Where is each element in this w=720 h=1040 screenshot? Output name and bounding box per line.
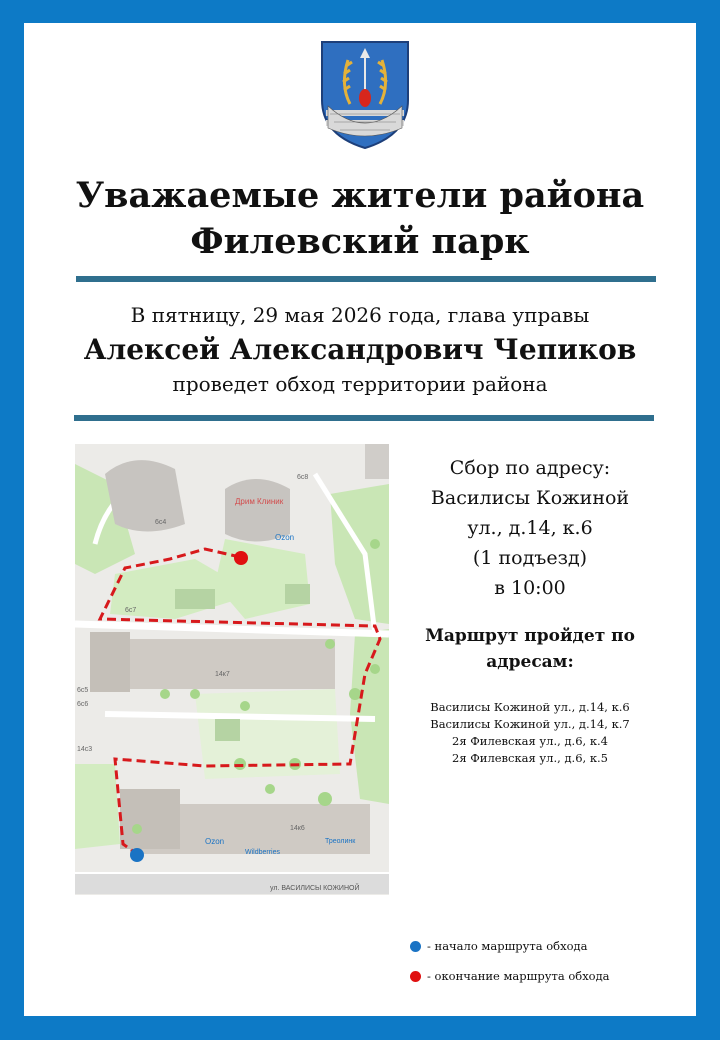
notice-sheet: [24, 23, 696, 1016]
meeting-info: [400, 453, 660, 603]
map-label-6c5: 6с5: [77, 687, 89, 694]
map-label-ozon-top: Ozon: [275, 533, 295, 542]
official-name: Алексей Александрович Чепиков: [83, 333, 637, 366]
route-address: Василисы Кожиной ул., д.14, к.6: [430, 700, 630, 714]
start-dot-icon: [410, 941, 421, 952]
meeting-line-2: Василисы Кожиной: [430, 487, 630, 509]
map-label-6c6: 6с6: [77, 701, 89, 708]
meeting-line-1: Сбор по адресу:: [449, 457, 611, 479]
route-address: 2я Филевская ул., д.6, к.4: [452, 734, 608, 748]
map-label-ozon-bottom: Ozon: [205, 837, 225, 846]
route-start-marker: [130, 848, 144, 862]
title-line-1: Уважаемые жители района: [75, 175, 645, 216]
end-dot-icon: [410, 971, 421, 982]
map-label-treolink: Треолинк: [325, 838, 356, 845]
map-label-6c7: 6с7: [125, 607, 137, 614]
route-title-line-1: Маршрут пройдет по: [425, 626, 635, 646]
legend-end: [410, 969, 610, 983]
divider-bottom: [74, 415, 654, 421]
route-address: 2я Филевская ул., д.6, к.5: [452, 751, 608, 765]
map-label-street: ул. ВАСИЛИСЫ КОЖИНОЙ: [270, 885, 360, 892]
route-title: [400, 623, 660, 675]
legend-end-label: - окончание маршрута обхода: [427, 969, 610, 983]
announcement-date: В пятницу, 29 мая 2026 года, глава управы: [130, 303, 590, 327]
route-address-list: [400, 699, 660, 767]
district-emblem: [320, 40, 410, 150]
map-label-dream-clinic: Дрим Клиник: [235, 497, 284, 506]
meeting-line-3: ул., д.14, к.6: [467, 517, 593, 539]
announcement-action: проведет обход территории района: [172, 372, 548, 396]
map-label-14c3: 14с3: [77, 746, 93, 753]
route-end-marker: [234, 551, 248, 565]
map-label-14k7: 14к7: [215, 671, 230, 678]
legend-start: [410, 939, 587, 953]
map-label-14k6: 14к6: [290, 825, 305, 832]
route-address: Василисы Кожиной ул., д.14, к.7: [430, 717, 630, 731]
map-label-6c4: 6с4: [155, 519, 167, 526]
title-line-2: Филевский парк: [190, 221, 530, 262]
divider-top: [76, 276, 656, 282]
route-map: [75, 444, 389, 895]
legend-start-label: - начало маршрута обхода: [427, 939, 588, 953]
meeting-line-5: в 10:00: [494, 577, 566, 599]
route-title-line-2: адресам:: [486, 652, 574, 672]
map-label-wildberries: Wildberries: [245, 849, 281, 856]
map-label-6c8: 6с8: [297, 474, 309, 481]
meeting-line-4: (1 подъезд): [472, 547, 588, 569]
page-title: [24, 173, 696, 265]
